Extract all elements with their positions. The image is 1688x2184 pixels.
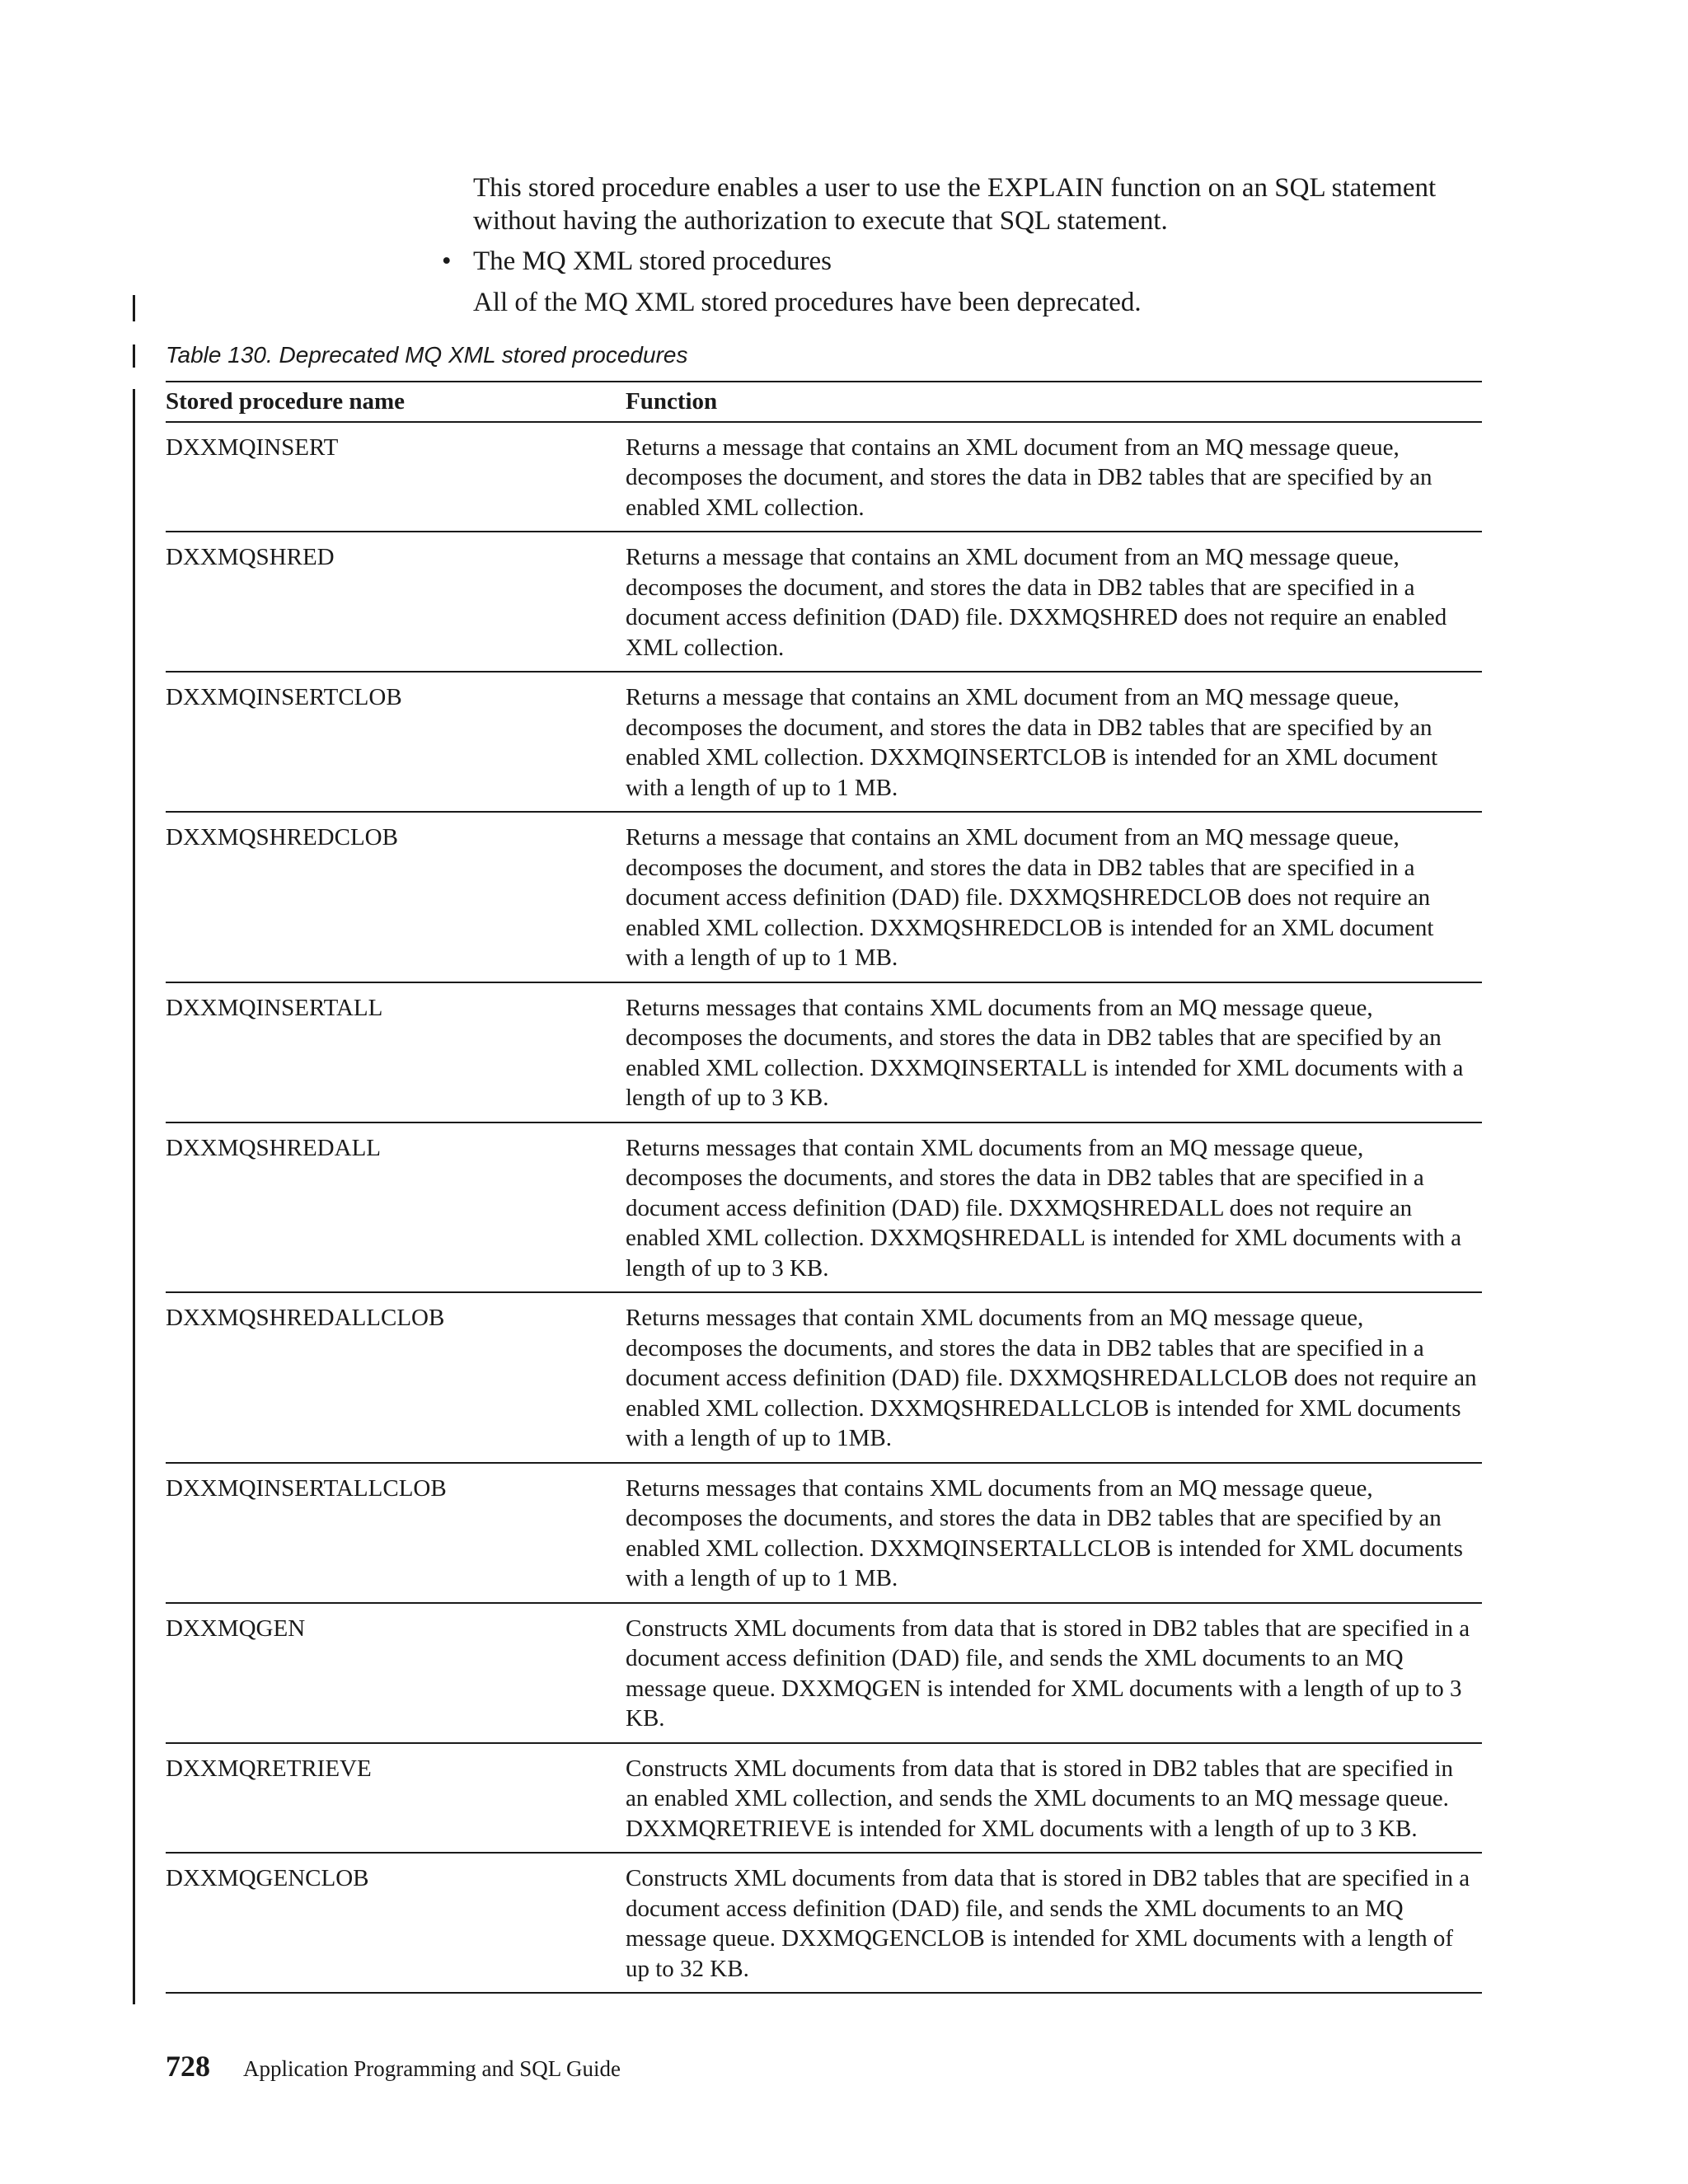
page-number: 728 <box>166 2050 210 2083</box>
table-header <box>166 381 1482 423</box>
procedure-name: DXXMQINSERTALLCLOB <box>166 1474 447 1502</box>
table-row <box>166 1123 1482 1294</box>
bullet-item <box>442 245 1495 278</box>
book-title: Application Programming and SQL Guide <box>243 2056 621 2081</box>
header-function: Function <box>626 388 718 415</box>
change-bar-caption <box>133 344 135 368</box>
bullet-icon: • <box>442 246 452 276</box>
bullet-text: The MQ XML stored procedures <box>473 246 832 276</box>
procedure-function: Returns messages that contains XML documents from an MQ message queue, decomposes the documents, and stores the data in DB2 tables that are specified by an enabled XML collection. DXXMQINSERTALLCLOB is intended for XML documents with a length of up to 1 MB. <box>626 1474 1463 1591</box>
table-row <box>166 532 1482 673</box>
procedure-function: Returns a message that contains an XML document from an MQ message queue, decomposes the document, and stores the data in DB2 tables that are specified by an enabled XML collection. DXXMQINSERTCLOB is intended for an XML document with a length of up to 1 MB. <box>626 684 1438 801</box>
table-row <box>166 423 1482 533</box>
procedure-name: DXXMQSHREDCLOB <box>166 824 398 851</box>
deprecated-note: All of the MQ XML stored procedures have been deprecated. <box>473 288 1142 317</box>
procedure-name: DXXMQSHREDALLCLOB <box>166 1305 445 1331</box>
change-bar-note <box>133 295 135 321</box>
table-row <box>166 813 1482 983</box>
table-row <box>166 1604 1482 1744</box>
procedure-name: DXXMQGENCLOB <box>166 1865 369 1891</box>
table-row <box>166 1854 1482 1994</box>
procedure-function: Constructs XML documents from data that is stored in DB2 tables that are specified in a document access definition (DAD) file, and sends the XML documents to an MQ message queue. DXXMQGENCLOB is intended for XML documents with a length of up to 32 KB. <box>626 1865 1470 1982</box>
procedure-function: Constructs XML documents from data that is stored in DB2 tables that are specified in a document access definition (DAD) file, and sends the XML documents to an MQ message queue. DXXMQGEN is intended for XML documents with a length of up to 3 KB. <box>626 1615 1470 1732</box>
change-bar-table <box>133 389 135 2004</box>
procedure-name: DXXMQRETRIEVE <box>166 1755 372 1782</box>
procedure-name: DXXMQGEN <box>166 1615 306 1642</box>
procedure-function: Returns messages that contain XML documents from an MQ message queue, decomposes the documents, and stores the data in DB2 tables that are specified in a document access definition (DAD) file. DXXMQSHREDALLCLOB does not require an enabled XML collection. DXXMQSHREDALLCLOB is intended for XML documents with a length of up to 1MB. <box>626 1305 1477 1451</box>
table-row <box>166 673 1482 813</box>
intro-text <box>442 171 1495 319</box>
table-row <box>166 1293 1482 1464</box>
procedure-function: Returns a message that contains an XML document from an MQ message queue, decomposes the document, and stores the data in DB2 tables that are specified in a document access definition (DAD) file. DXXMQSHRED does not require an enabled XML collection. <box>626 544 1447 661</box>
procedure-function: Returns a message that contains an XML document from an MQ message queue, decomposes the document, and stores the data in DB2 tables that are specified by an enabled XML collection. <box>626 434 1432 521</box>
procedure-name: DXXMQINSERTALL <box>166 994 383 1021</box>
table-caption: Table 130. Deprecated MQ XML stored procedures <box>166 342 688 368</box>
table-row <box>166 983 1482 1123</box>
procedure-name: DXXMQINSERTCLOB <box>166 684 402 710</box>
table-row <box>166 1744 1482 1854</box>
stored-procedures-table <box>166 381 1482 1994</box>
procedure-function: Returns messages that contains XML documents from an MQ message queue, decomposes the documents, and stores the data in DB2 tables that are specified by an enabled XML collection. DXXMQINSERTALL is intended for XML documents with a length of up to 3 KB. <box>626 994 1464 1111</box>
table-row <box>166 1464 1482 1604</box>
procedure-name: DXXMQSHREDALL <box>166 1134 381 1161</box>
page-footer <box>166 2049 621 2083</box>
header-name: Stored procedure name <box>166 388 405 415</box>
procedure-name: DXXMQSHRED <box>166 544 335 570</box>
procedure-function: Constructs XML documents from data that is stored in DB2 tables that are specified in an enabled XML collection, and sends the XML documents to an MQ message queue. DXXMQRETRIEVE is intended for XML documents with a length of up to 3 KB. <box>626 1755 1454 1842</box>
intro-paragraph: This stored procedure enables a user to use the EXPLAIN function on an SQL statement without having the authorization to execute that SQL statement. <box>473 173 1437 236</box>
procedure-function: Returns a message that contains an XML document from an MQ message queue, decomposes the document, and stores the data in DB2 tables that are specified in a document access definition (DAD) file. DXXMQSHREDCLOB does not require an enabled XML collection. DXXMQSHREDCLOB is intended for an XML document with a length of up to 1 MB. <box>626 824 1434 971</box>
procedure-function: Returns messages that contain XML documents from an MQ message queue, decomposes the documents, and stores the data in DB2 tables that are specified in a document access definition (DAD) file. DXXMQSHREDALL does not require an enabled XML collection. DXXMQSHREDALL is intended for XML documents with a length of up to 3 KB. <box>626 1134 1462 1282</box>
procedure-name: DXXMQINSERT <box>166 434 339 461</box>
